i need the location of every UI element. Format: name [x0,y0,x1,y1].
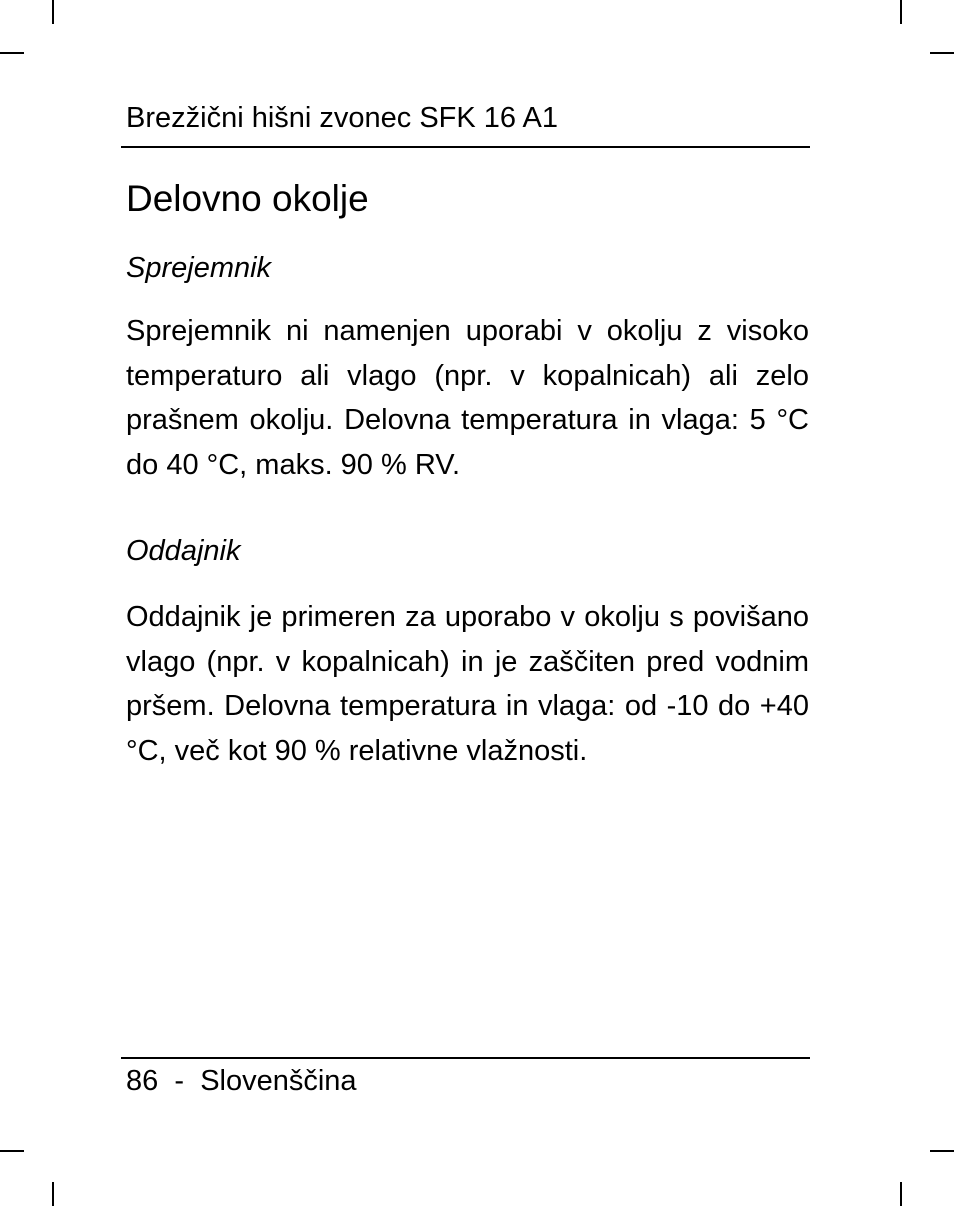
header-rule [121,146,810,148]
footer-language: Slovenščina [200,1065,357,1097]
crop-mark-bottom-right-horizontal [930,1150,954,1152]
section-title: Delovno okolje [126,178,369,219]
transmitter-paragraph: Oddajnik je primeren za uporabo v okolju s povišano vlago (npr. v kopalnicah) in je zaščiten pred vodnim pršem. Delovna temperatura in vlaga: od -10 do +40 °C, več kot 90 % relativne vlažnosti. [126,601,809,767]
crop-mark-bottom-right-vertical [900,1182,902,1206]
crop-mark-top-left-vertical [52,0,54,24]
crop-mark-top-left-horizontal [0,52,24,54]
footer-separator: - [174,1065,185,1097]
crop-mark-top-right-horizontal [930,52,954,54]
crop-mark-top-right-vertical [900,0,902,24]
transmitter-heading: Oddajnik [126,535,241,567]
page-number: 86 [126,1065,159,1097]
receiver-heading: Sprejemnik [126,252,272,284]
receiver-paragraph: Sprejemnik ni namenjen uporabi v okolju z visoko temperaturo ali vlago (npr. v kopalnicah) ali zelo prašnem okolju. Delovna temperatura in vlaga: 5 °C do 40 °C, maks. 90 % RV. [126,315,809,481]
footer-rule [121,1057,810,1059]
running-header-title: Brezžični hišni zvonec SFK 16 A1 [126,102,558,134]
crop-mark-bottom-left-horizontal [0,1150,24,1152]
page-footer [126,1063,357,1099]
crop-mark-bottom-left-vertical [52,1182,54,1206]
